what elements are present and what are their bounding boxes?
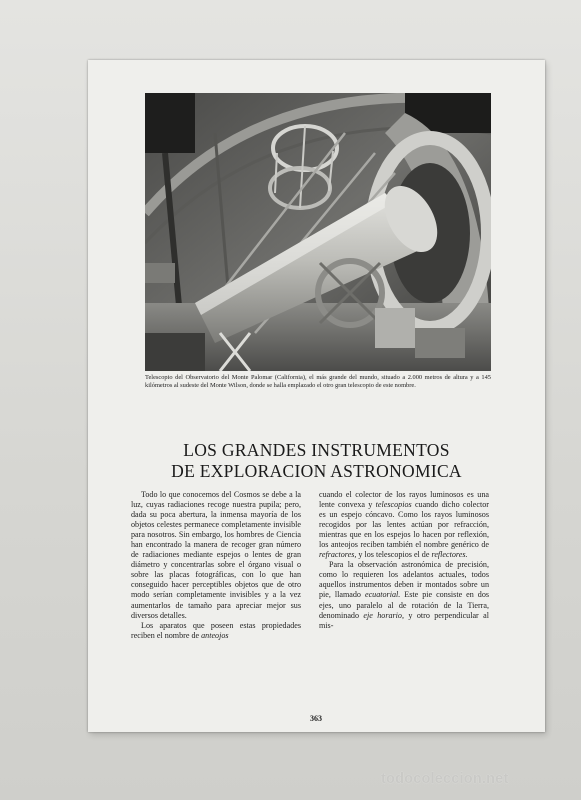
- page-number: 363: [310, 714, 322, 723]
- telescope-photo: [145, 93, 491, 371]
- title-line-1: LOS GRANDES INSTRUMENTOS: [183, 440, 450, 460]
- text-column-left: [131, 490, 301, 641]
- article-title: [108, 440, 525, 482]
- paragraph: Los aparatos que poseen estas propiedades reciben el nombre de anteojos: [131, 620, 301, 640]
- photo-caption: Telescopio del Observatorio del Monte Palomar (California), el más grande del mundo, situado a 2.000 metros de altura y a 145 kilómetros al sudeste del Monte Wilson, donde se halla emplazado el otro gran telescopio de este nombre.: [145, 374, 491, 390]
- text-column-right: [319, 490, 489, 631]
- palomar-telescope-image: [145, 93, 491, 371]
- magazine-page: [88, 60, 545, 732]
- title-line-2: DE EXPLORACION ASTRONOMICA: [171, 461, 462, 481]
- watermark: todocoleccion.net: [381, 771, 509, 787]
- paragraph: Todo lo que conocemos del Cosmos se debe a la luz, cuyas radiaciones recoge nuestra pupila; pero, dada su poca abertura, la inmensa mayoría de los objetos celestes permanece completamente invisible para nosotros. Sin embargo, los hombres de Ciencia han encontrado la manera de recoger gran número de radiaciones mediante espejos o lentes de gran diámetro y concentrarlas sobre el órgano visual o sobre las placas fotográficas, con lo que han conseguido hacer perceptibles objetos que de otro modo serían completamente invisibles y a la vez aumentarlos de tamaño para apreciar mejor sus diversos detalles.: [131, 490, 301, 620]
- paragraph: cuando el colector de los rayos luminosos es una lente convexa y telescopios cuando dicho colector es un espejo cóncavo. Como los rayos luminosos recogidos por las lentes actúan por refracción, mientras que en los espejos lo hacen por reflexión, los anteojos reciben también el nombre genérico de refractores, y los telescopios el de reflectores.: [319, 490, 489, 560]
- paragraph: Para la observación astronómica de precisión, como lo requieren los adelantos actuales, todos aquellos instrumentos deben ir montados sobre un pie, llamado ecuatorial. Este pie consiste en dos ejes, uno paralelo al de rotación de la Tierra, denominado eje horario, y otro perpendicular al mis-: [319, 560, 490, 630]
